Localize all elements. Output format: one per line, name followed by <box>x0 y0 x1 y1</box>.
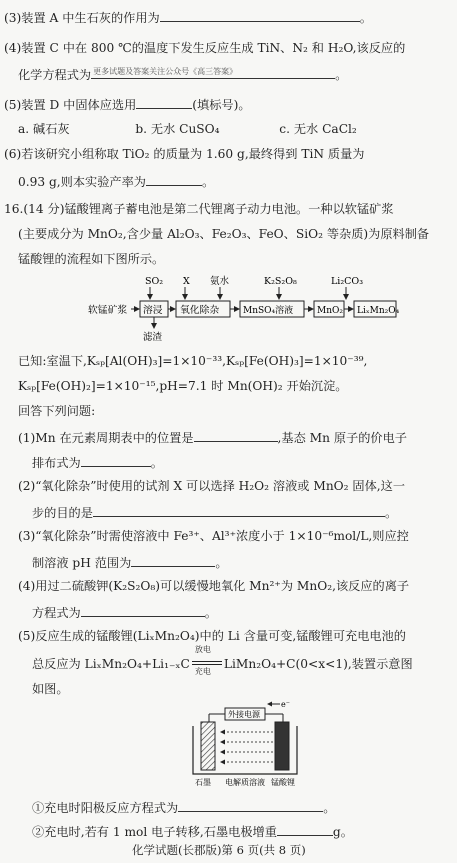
input-li2co3: Li₂CO₃ <box>331 276 364 287</box>
page-footer: 化学试题(长郡版)第 6 页(共 8 页) <box>132 843 306 857</box>
answer-blank <box>146 174 202 186</box>
q15-part4-line1: (4)装置 C 中在 800 ℃的温度下发生反应生成 TiN、N₂ 和 H₂O,该反应的 <box>4 41 406 55</box>
box-product-label: LiₓMn₂O₄ <box>357 306 400 316</box>
input-x: X <box>183 276 190 287</box>
discharge-label: 放电 <box>194 645 211 654</box>
period: 。 <box>335 68 348 82</box>
manganate-label: 锰酸锂 <box>271 778 295 787</box>
q15-part5-options <box>18 123 357 135</box>
q16-sub1 <box>32 800 335 814</box>
reversible-arrow <box>190 645 224 676</box>
q15-part3 <box>4 10 372 24</box>
known-2: Kₛₚ[Fe(OH)₂]=1×10⁻¹⁵,pH=7.1 时 Mn(OH)₂ 开始沉淀。 <box>18 379 348 393</box>
q16-part5-line2 <box>32 645 413 676</box>
unit-g: g。 <box>332 825 353 839</box>
battery-diagram <box>185 700 305 788</box>
q16-sub1-text: ①充电时阳极反应方程式为 <box>32 801 179 815</box>
option-c: c. 无水 CaCl₂ <box>279 122 357 136</box>
answer-blank <box>81 455 151 467</box>
box-mno2-label: MnO₂ <box>317 306 343 316</box>
period: 。 <box>202 175 215 189</box>
q15-part4-label: 化学方程式为 <box>18 68 92 82</box>
q15-part5-tail: (填标号)。 <box>192 98 251 112</box>
q16-part4-line1: (4)用过二硫酸钾(K₂S₂O₈)可以缓慢地氧化 Mn²⁺为 MnO₂,该反应的离子 <box>18 579 410 593</box>
q16-part1-line2 <box>32 455 163 469</box>
period: 。 <box>204 606 217 620</box>
q16-part1-tail: ,基态 Mn 原子的价电子 <box>277 431 407 445</box>
flow-waste: 滤渣 <box>143 332 163 343</box>
period: 。 <box>384 506 398 520</box>
q16-part1-label: 排布式为 <box>32 456 81 470</box>
process-flow-diagram <box>0 272 457 344</box>
answer-blank <box>178 800 323 812</box>
q16-intro-1: 16.(14 分)锰酸锂离子蓄电池是第二代锂离子动力电池。一种以软锰矿浆 <box>4 202 394 216</box>
charge-label: 充电 <box>194 667 211 676</box>
power-source-label: 外接电源 <box>228 710 260 719</box>
answer-prompt: 回答下列问题: <box>18 404 96 418</box>
q15-part5-line1 <box>4 97 251 111</box>
electron-label: e⁻ <box>281 700 290 709</box>
period: 。 <box>359 11 372 25</box>
answer-blank <box>160 10 360 22</box>
answer-blank <box>91 67 335 79</box>
input-k2s2o8: K₂S₂O₈ <box>264 276 297 287</box>
electrolyte-label: 电解质溶液 <box>225 778 265 787</box>
graphite-label: 石墨 <box>195 778 211 787</box>
q16-part4-label: 方程式为 <box>32 606 81 620</box>
lithium-manganate-electrode <box>275 722 289 770</box>
q15-part3-text: (3)装置 A 中生石灰的作用为 <box>4 11 160 25</box>
box-mnso4-label: MnSO₄溶液 <box>243 306 294 316</box>
period: 。 <box>323 801 336 815</box>
q16-intro-3: 锰酸锂的流程如下图所示。 <box>18 252 165 266</box>
period: 。 <box>215 556 228 570</box>
q16-sub2 <box>32 824 353 838</box>
box-oxidation-label: 氧化除杂 <box>180 305 220 316</box>
option-b: b. 无水 CuSO₄ <box>135 122 220 136</box>
answer-blank <box>81 605 205 617</box>
watermark-text: 更多试题及答案关注公众号《高三答案》 <box>93 67 238 76</box>
answer-blank <box>93 505 385 517</box>
answer-blank <box>194 430 278 442</box>
q15-part5-text: (5)装置 D 中固体应选用 <box>4 98 137 112</box>
answer-blank <box>136 97 192 109</box>
q16-part2-line1: (2)“氧化除杂”时使用的试剂 X 可以选择 H₂O₂ 溶液或 MnO₂ 固体,这一 <box>18 479 406 493</box>
flow-start: 软锰矿浆 <box>88 305 128 316</box>
q16-part4-line2 <box>32 605 217 619</box>
q15-part6-line2 <box>18 174 214 188</box>
q16-part2-line2 <box>32 505 397 519</box>
q16-intro-2: (主要成分为 MnO₂,含少量 Al₂O₃、Fe₂O₃、FeO、SiO₂ 等杂质)为原料制备 <box>18 227 430 241</box>
input-so2: SO₂ <box>145 276 164 287</box>
graphite-electrode <box>201 722 215 770</box>
q16-part5-line1: (5)反应生成的锰酸锂(LiₓMn₂O₄)中的 Li 含量可变,锰酸锂可充电电池的 <box>18 629 406 643</box>
answer-blank <box>277 824 333 836</box>
known-1: 已知:室温下,Kₛₚ[Al(OH)₃]=1×10⁻³³,Kₛₚ[Fe(OH)₃]=1×10⁻³⁹, <box>18 354 368 368</box>
q15-part6-text: 0.93 g,则本实验产率为 <box>18 175 146 189</box>
q16-part3-line2 <box>32 555 228 569</box>
q16-part3-line1: (3)“氧化除杂”时需使溶液中 Fe³⁺、Al³⁺浓度小于 1×10⁻⁶mol/L,则应控 <box>18 529 409 543</box>
q16-part5-equation-right: LiMn₂O₄+C(0<x<1),装置示意图 <box>223 657 413 671</box>
q15-part4-line2 <box>18 67 347 81</box>
q16-part5-equation-left: 总反应为 LiₓMn₂O₄+Li₁₋ₓC <box>32 657 190 671</box>
q16-part5-line3: 如图。 <box>32 682 69 696</box>
period: 。 <box>150 456 163 470</box>
q16-sub2-text: ②充电时,若有 1 mol 电子转移,石墨电极增重 <box>32 825 277 839</box>
q16-part2-label: 步的目的是 <box>32 506 93 520</box>
input-ammonia: 氨水 <box>210 276 230 287</box>
q15-part6-line1: (6)若该研究小组称取 TiO₂ 的质量为 1.60 g,最终得到 TiN 质量为 <box>4 147 365 161</box>
answer-blank <box>131 555 215 567</box>
q16-part3-label: 制溶液 pH 范围为 <box>32 556 132 570</box>
box-leaching-label: 溶浸 <box>143 305 163 316</box>
q16-part1-text: (1)Mn 在元素周期表中的位置是 <box>18 431 194 445</box>
option-a: a. 碱石灰 <box>18 122 70 136</box>
q16-part1-line1 <box>18 430 407 444</box>
